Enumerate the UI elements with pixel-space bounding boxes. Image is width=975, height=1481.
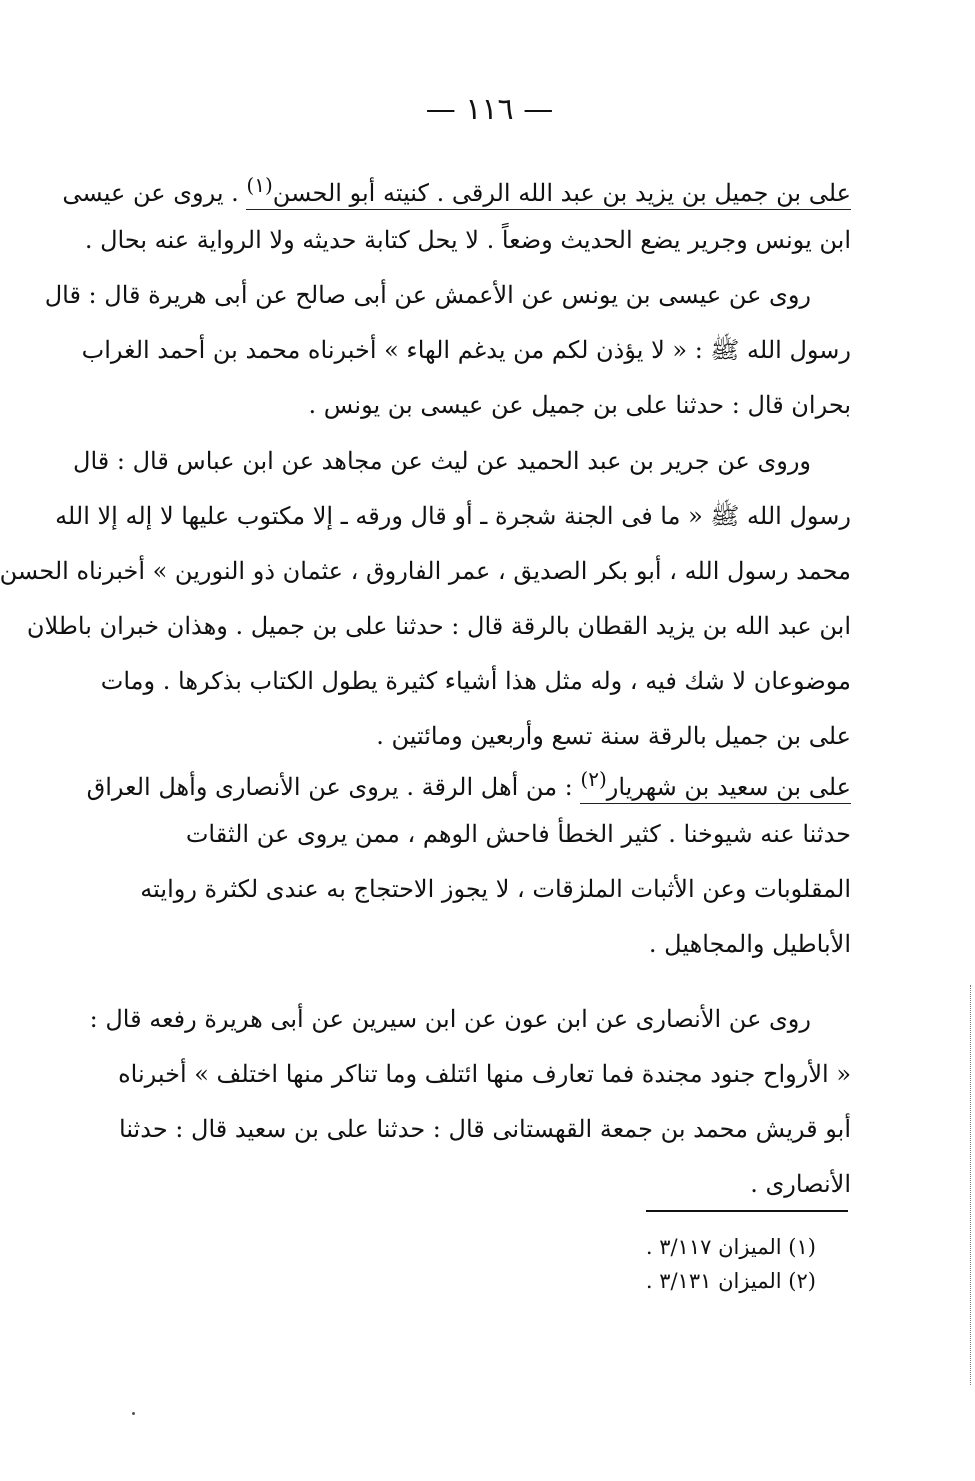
page-number: — ١١٦ —	[425, 92, 554, 127]
text-line: بحران قال : حدثنا على بن جميل عن عيسى بن يونس .	[308, 391, 851, 419]
hadith-paragraph	[0, 434, 851, 764]
footnote-marker: (٢)	[580, 767, 607, 791]
entry-heading	[246, 173, 851, 210]
scan-speck	[132, 1412, 135, 1415]
hadith-paragraph	[89, 992, 851, 1212]
entry-first-line	[86, 752, 851, 807]
text-line: روى عن الأنصارى عن ابن عون عن ابن سيرين عن أبى هريرة رفعه قال :	[89, 1005, 811, 1033]
footnotes	[504, 1230, 816, 1298]
text-line: أبو قريش محمد بن جمعة القهستانى قال : حدثنا على بن سعيد قال : حدثنا	[119, 1115, 851, 1143]
footnote-marker: (١)	[246, 173, 273, 197]
footnote-separator	[646, 1210, 848, 1212]
text-line: المقلوبات وعن الأثبات الملزقات ، لا يجوز الاحتجاج به عندى لكثرة روايته	[140, 875, 851, 903]
entry-heading-text: على بن سعيد بن شهريار	[606, 773, 851, 801]
text-line: وروى عن جرير بن عبد الحميد عن ليث عن مجاهد عن ابن عباس قال : قال	[73, 447, 811, 475]
footnote: (١) الميزان ٣/١١٧ .	[645, 1235, 816, 1259]
text-line: . يروى عن عيسى	[62, 179, 239, 207]
entry-heading	[580, 767, 851, 804]
text-line: الأنصارى .	[750, 1170, 851, 1198]
hadith-paragraph	[44, 268, 851, 433]
text-line: : من أهل الرقة . يروى عن الأنصارى وأهل العراق	[86, 773, 573, 801]
text-line: ابن يونس وجرير يضع الحديث وضعاً . لا يحل كتابة حديثه ولا الرواية عنه بحال .	[84, 226, 851, 254]
text-line: محمد رسول الله ، أبو بكر الصديق ، عمر الفاروق ، عثمان ذو النورين » أخبرناه الحسن	[0, 557, 851, 585]
text-line: على بن جميل بالرقة سنة تسع وأربعين ومائتين .	[376, 722, 851, 750]
text-line: حدثنا عنه شيوخنا . كثير الخطأ فاحش الوهم ، ممن يروى عن الثقات	[185, 820, 851, 848]
text-line: رسول الله ﷺ : « لا يؤذن لكم من يدغم الهاء » أخبرناه محمد بن أحمد الغراب	[81, 336, 851, 364]
text-line: ابن عبد الله بن يزيد القطان بالرقة قال : حدثنا على بن جميل . وهذان خبران باطلان	[26, 612, 851, 640]
text-line: روى عن عيسى بن يونس عن الأعمش عن أبى صالح عن أبى هريرة قال : قال	[44, 281, 811, 309]
biography-entry-ali-ibn-jamil	[62, 158, 851, 268]
text-line: الأباطيل والمجاهيل .	[648, 930, 851, 958]
entry-heading-text: على بن جميل بن يزيد بن عبد الله الرقى . كنيته أبو الحسن	[272, 179, 851, 207]
biography-entry-ali-ibn-said	[86, 752, 851, 972]
entry-first-line	[62, 158, 851, 213]
text-line: « الأرواح جنود مجندة فما تعارف منها ائتلف وما تناكر منها اختلف » أخبرناه	[118, 1060, 851, 1088]
text-line: رسول الله ﷺ « ما فى الجنة شجرة ـ أو قال ورقه ـ إلا مكتوب عليها لا إله إلا الله	[55, 502, 851, 530]
footnote: (٢) الميزان ٣/١٣١ .	[645, 1269, 816, 1293]
page-edge-line	[970, 985, 971, 1385]
text-line: موضوعان لا شك فيه ، وله مثل هذا أشياء كثيرة يطول الكتاب بذكرها . ومات	[100, 667, 851, 695]
